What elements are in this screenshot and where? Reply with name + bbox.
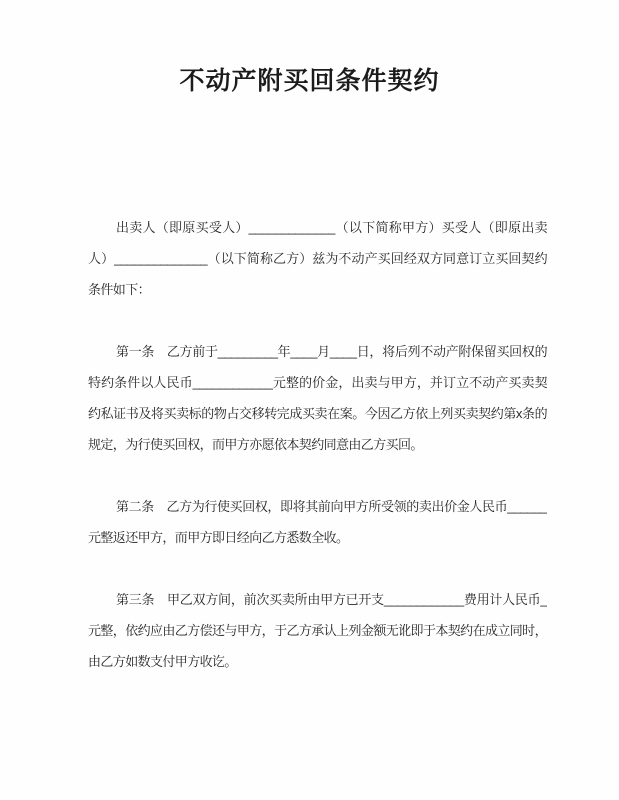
text-line: 约私证书及将买卖标的物占交移转完成买卖在案。今因乙方依上列买卖契约第x条的 xyxy=(88,406,547,421)
text-line: 出卖人（即原买受人）_____________（以下简称甲方）买受人（即原出卖 xyxy=(116,220,547,235)
article-3-paragraph xyxy=(88,584,547,677)
text-line: 第三条 甲乙双方间，前次买卖所由甲方已开支____________费用计人民币_ xyxy=(116,592,547,607)
article-1-paragraph xyxy=(88,336,547,460)
text-line: 元整返还甲方，而甲方即日经向乙方悉数全收。 xyxy=(88,530,349,545)
document-body xyxy=(0,212,619,677)
text-line: 元整，依约应由乙方偿还与甲方，于乙方承认上列金额无讹即于本契约在成立同时， xyxy=(88,623,547,638)
opening-clause-paragraph xyxy=(88,212,547,305)
text-line: 人）______________（以下简称乙方）兹为不动产买回经双方同意订立买回契约 xyxy=(88,251,547,266)
text-line: 条件如下： xyxy=(88,282,151,297)
text-line: 第二条 乙方为行使买回权，即将其前向甲方所受领的卖出价金人民币______ xyxy=(116,499,547,514)
text-line: 由乙方如数支付甲方收讫。 xyxy=(88,654,237,669)
text-line: 第一条 乙方前于_________年____月____日，将后列不动产附保留买回权的 xyxy=(116,344,547,359)
article-2-paragraph xyxy=(88,491,547,553)
text-line: 规定，为行使买回权，而甲方亦愿依本契约同意由乙方买回。 xyxy=(88,437,423,452)
text-line: 特约条件以人民币____________元整的价金，出卖与甲方，并订立不动产买卖契 xyxy=(88,375,547,390)
document-title: 不动产附买回条件契约 xyxy=(179,67,440,95)
